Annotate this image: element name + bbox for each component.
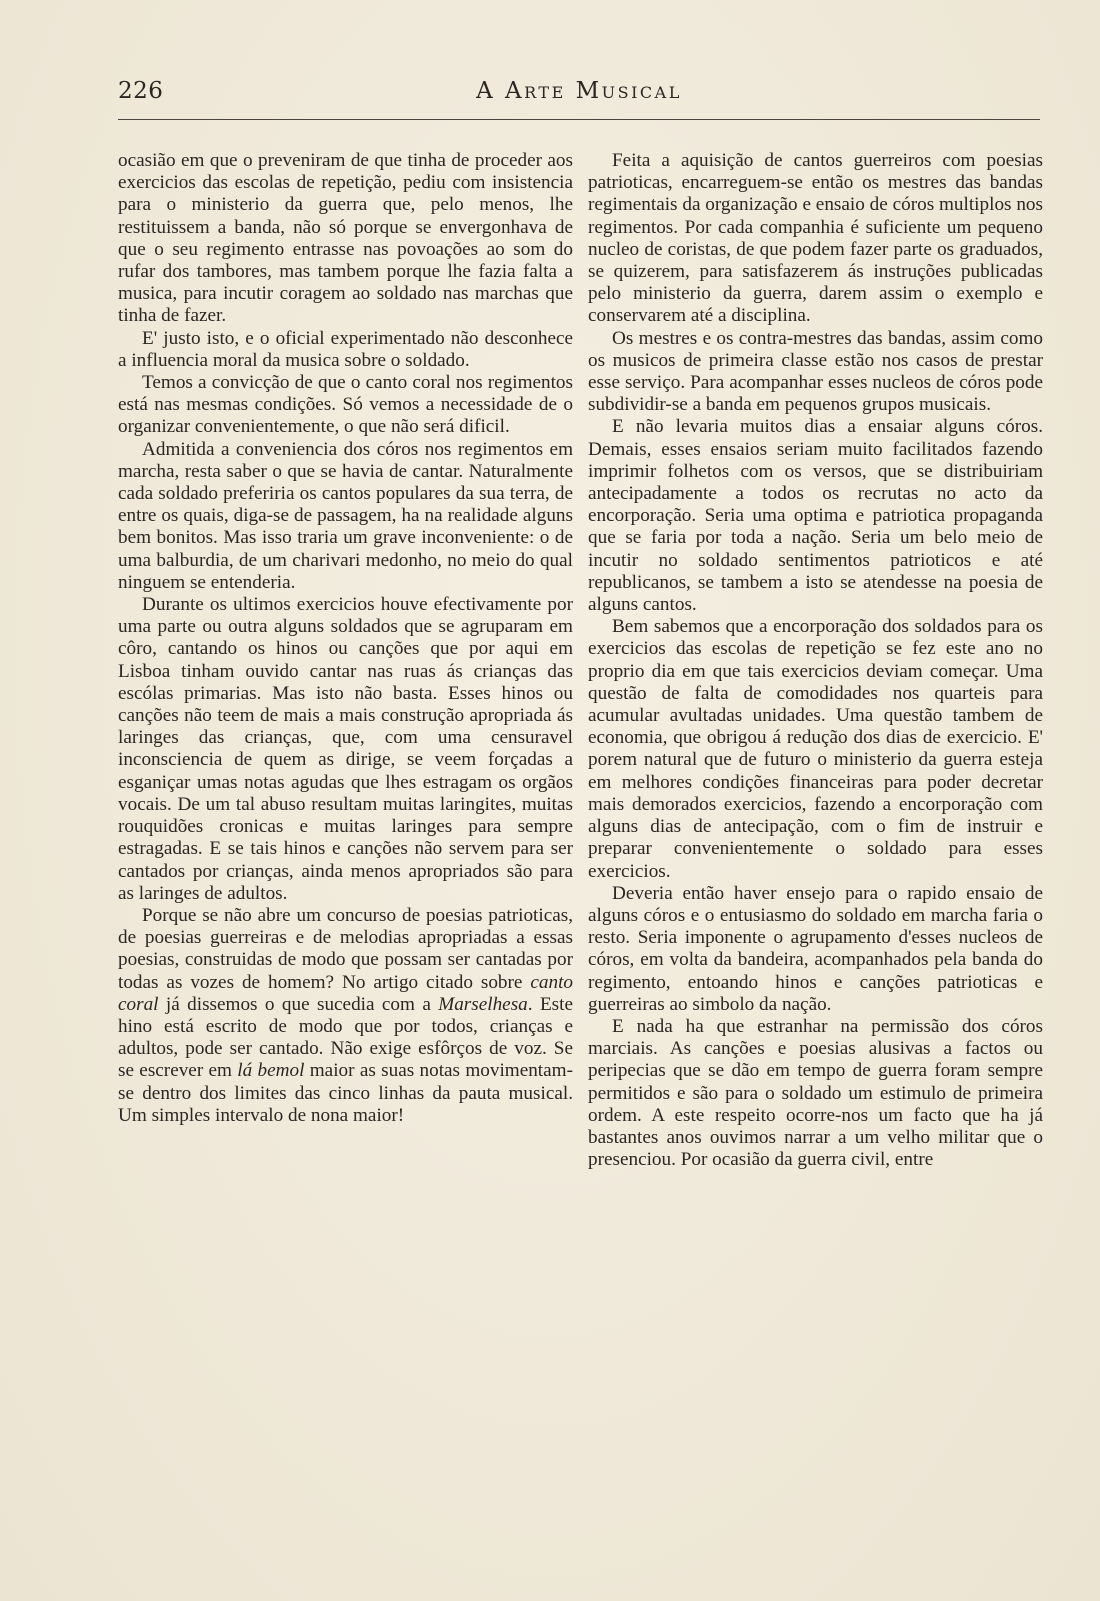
paragraph: Os mestres e os contra-mestres das bandas, assim como os musicos de primeira classe estão nos casos de prestar esse serviço. Para acompanhar esses nucleos de córos pode subdividir-se a banda em pequenos grupos musicais. [588,327,1043,416]
paragraph [118,905,573,1127]
paragraph: Deveria então haver ensejo para o rapido ensaio de alguns córos e o entusiasmo do soldado em marcha faria o resto. Seria imponente o agrupamento d'esses nucleos de córos, em volta da bandeira, acompanhados pela banda do regimento, entoando hinos e canções patrioticas e guerreiras ao simbolo da nação. [588,882,1043,1015]
right-column [588,150,1043,1171]
paragraph: Temos a convicção de que o canto coral nos regimentos está nas mesmas condições. Só vemos a necessidade de o organizar convenientemente, o que não será dificil. [118,372,573,438]
paragraph: Admitida a conveniencia dos córos nos regimentos em marcha, resta saber o que se havia de cantar. Naturalmente cada soldado preferiria os cantos populares da sua terra, de entre os quais, diga-se de passagem, ha na realidade alguns bem bonitos. Mas isso traria um grave inconveniente: o de uma balburdia, de um charivari medonho, no meio do qual ninguem se entenderia. [118,438,573,593]
paragraph: Bem sabemos que a encorporação dos soldados para os exercicios das escolas de repetição se fez este ano no proprio dia em que tais exercicios deviam começar. Uma questão de falta de comodidades nos quarteis para acumular avultadas unidades. Uma questão tambem de economia, que obrigou á redução dos dias de exercicio. E' porem natural que de futuro o ministerio da guerra esteja em melhores condições financeiras para poder decretar mais demorados exercicios, fazendo a encorporação com alguns dias de antecipação, com o fim de instruir e preparar convenientemente o soldado para esses exercicios. [588,616,1043,882]
left-column [118,150,573,1127]
page-header [118,78,1040,112]
paragraph: ocasião em que o preveniram de que tinha de proceder aos exercicios das escolas de repetição, pediu com insistencia para o ministerio da guerra que, pelo menos, lhe restituissem a banda, não só porque se envergonhava de que o seu regimento entrasse nas povoações ao som do rufar dos tambores, mas tambem porque lhe fazia falta a musica, para incutir coragem ao soldado nas marchas que tinha de fazer. [118,150,573,327]
page-number: 226 [118,78,164,104]
paragraph-text: maior as suas notas movimentam-se dentro dos limites das cinco linhas da pauta musical. Um simples intervalo de nona maior! [118,1060,573,1126]
paragraph: Feita a aquisição de cantos guerreiros com poesias patrioticas, encarreguem-se então os mestres das bandas regimentais da organização e ensaio de córos multiplos nos regimentos. Por cada companhia é suficiente um pequeno nucleo de coristas, de que podem fazer parte os graduados, se quizerem, para satisfazerem ás instruções publicadas pelo ministerio da guerra, darem assim o exemplo e conservarem até a disciplina. [588,150,1043,327]
paragraph: E não levaria muitos dias a ensaiar alguns córos. Demais, esses ensaios seriam muito facilitados fazendo imprimir folhetos com os versos, que se distribuiriam antecipadamente a todos os recrutas no acto da encorporação. Seria uma optima e patriotica propaganda que se faria por toda a nação. Seria um belo meio de incutir no soldado sentimentos patrioticos e até republicanos, se tambem a isto se atendesse na poesia de alguns cantos. [588,416,1043,616]
running-title: A Arte Musical [476,78,682,104]
italic-term: lá bemol [237,1060,305,1082]
paragraph: E' justo isto, e o oficial experimentado não desconhece a influencia moral da musica sobre o soldado. [118,327,573,371]
header-rule [118,119,1040,120]
paragraph: Durante os ultimos exercicios houve efectivamente por uma parte ou outra alguns soldados que se agruparam em côro, cantando os hinos ou canções que por aqui em Lisboa tinham ouvido cantar nas ruas ás crianças das escólas primarias. Mas isto não basta. Esses hinos ou canções não teem de mais a mais construção apropriada ás laringes das crianças, que, com uma censuravel inconsciencia de quem as dirige, se veem forçadas a esganiçar umas notas agudas que lhes estragam os orgãos vocais. De um tal abuso resultam muitas laringites, muitas rouquidões cronicas e muitas laringes para sempre estragadas. E se tais hinos e canções não servem para ser cantados por crianças, ainda menos apropriados são para as laringes de adultos. [118,594,573,904]
paragraph: E nada ha que estranhar na permissão dos córos marciais. As canções e poesias alusivas a factos ou peripecias que se dão em tempo de guerra foram sempre permitidos e são para o soldado um estimulo de primeira ordem. A este respeito ocorre-nos um facto que ha já bastantes anos ouvimos narrar a um velho militar que o presenciou. Por ocasião da guerra civil, entre [588,1015,1043,1171]
paragraph-text: já dissemos o que sucedia com a [158,993,439,1015]
paragraph-text: . Este hino está escrito de modo que por todos, crianças e adultos, pode ser cantado. Não exige esfôrços de voz. Se se escrever em [118,993,573,1082]
italic-term: Marselhesa [438,993,528,1015]
paragraph-text: Porque se não abre um concurso de poesias patrioticas, de poesias guerreiras e de melodias apropriadas a essas poesias, construidas de modo que possam ser cantadas por todas as vozes de homem? No artigo citado sobre [118,904,573,993]
italic-term: canto coral [118,971,573,1015]
